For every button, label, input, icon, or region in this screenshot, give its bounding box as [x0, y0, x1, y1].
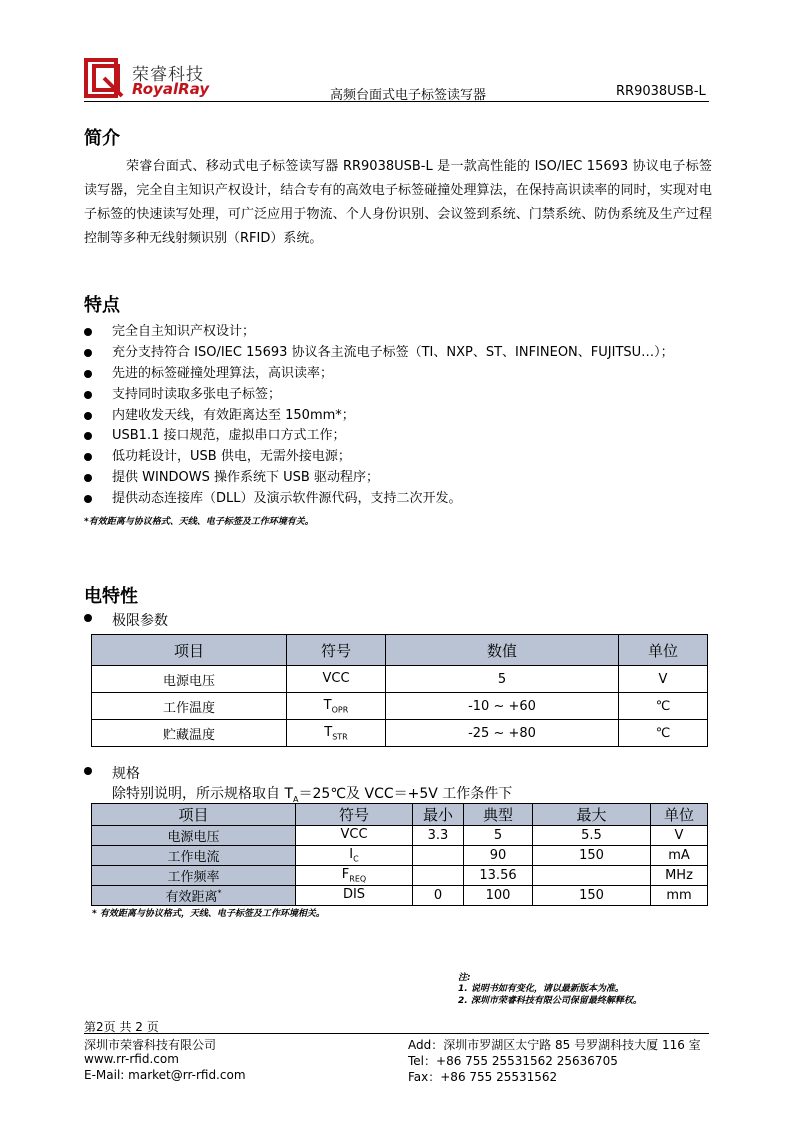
table-header: 典型	[464, 804, 533, 826]
table-header-row	[92, 804, 708, 826]
intro-heading: 简介	[84, 128, 120, 149]
model-number: RR9038USB-L	[616, 84, 706, 99]
table-header-row	[92, 635, 708, 666]
notes-line: 2. 深圳市荣睿科技有限公司保留最终解释权。	[458, 996, 642, 1006]
table-row: 电源电压 VCC 3.3 5 5.5 V	[92, 826, 708, 846]
table-header: 项目	[92, 635, 287, 666]
specs-table	[91, 803, 708, 906]
footer-divider	[84, 1033, 709, 1034]
table-row: 电源电压 VCC 5 V	[92, 666, 708, 693]
bullet-icon	[84, 453, 92, 461]
table-header: 最大	[533, 804, 651, 826]
table-row: 工作频率 $F_{REQ}$ 13.56 MHz	[92, 866, 708, 886]
notes-label: 注:	[458, 973, 471, 983]
bullet-icon	[84, 767, 92, 775]
list-item: 提供动态连接库（DLL）及演示软件源代码，支持二次开发。	[84, 489, 724, 510]
table-header: 数值	[386, 635, 619, 666]
table-row: 工作电流 $I_C$ 90 150 mA	[92, 846, 708, 866]
footer-website[interactable]: www.rr-rfid.com	[84, 1052, 179, 1066]
table-header: 最小	[413, 804, 464, 826]
footer-company: 深圳市荣睿科技有限公司	[84, 1038, 217, 1052]
table-header: 符号	[296, 804, 413, 826]
bullet-icon	[84, 412, 92, 420]
bullet-icon	[84, 495, 92, 503]
specs-label: 规格	[112, 766, 140, 782]
bullet-icon	[84, 614, 92, 622]
list-item: 完全自主知识产权设计；	[84, 322, 724, 343]
list-item: 支持同时读取多张电子标签；	[84, 385, 724, 406]
bullet-icon	[84, 474, 92, 482]
table-header: 单位	[651, 804, 708, 826]
table-row: 贮藏温度 $T_{STR}$ -25 ~ +80 ℃	[92, 720, 708, 747]
specs-condition: 除特别说明，所示规格取自 $T_A=25℃$及 VCC＝+5V 工作条件下	[112, 786, 513, 804]
table-row: 工作温度 $T_{OPR}$ -10 ~ +60 ℃	[92, 693, 708, 720]
company-name-en: RoyalRay	[132, 80, 210, 98]
limits-table	[91, 634, 708, 747]
list-item: 充分支持符合 ISO/IEC 15693 协议各主流电子标签（TI、NXP、ST、INFINEON、FUJITSU…）；	[84, 343, 724, 364]
company-name-cn: 荣睿科技	[132, 65, 204, 85]
company-logo-icon	[84, 58, 124, 98]
list-item: 先进的标签碰撞处理算法，高识读率；	[84, 364, 724, 385]
features-list	[84, 322, 724, 510]
table-header: 项目	[92, 804, 296, 826]
list-item: 内建收发天线，有效距离达至 150mm*；	[84, 406, 724, 427]
list-item: USB1.1 接口规范，虚拟串口方式工作；	[84, 426, 724, 447]
table-header: 单位	[619, 635, 708, 666]
notes-line: 1. 说明书如有变化，请以最新版本为准。	[458, 984, 624, 994]
bullet-icon	[84, 391, 92, 399]
electrical-heading: 电特性	[84, 586, 138, 607]
list-item: 提供 WINDOWS 操作系统下 USB 驱动程序；	[84, 468, 724, 489]
bullet-icon	[84, 349, 92, 357]
footer-email[interactable]: E-Mail: market@rr-rfid.com	[84, 1068, 246, 1082]
header-divider	[84, 101, 709, 102]
footer-fax: Fax：+86 755 25531562	[408, 1070, 558, 1084]
features-footnote: *有效距离与协议格式、天线、电子标签及工作环境有关。	[84, 517, 314, 527]
table-row: 有效距离* DIS 0 100 150 mm	[92, 886, 708, 906]
bullet-icon	[84, 432, 92, 440]
bullet-icon	[84, 328, 92, 336]
document-title: 高频台面式电子标签读写器	[330, 88, 487, 103]
page-number: 第2页 共 2 页	[84, 1020, 159, 1034]
list-item: 低功耗设计，USB 供电，无需外接电源；	[84, 447, 724, 468]
features-heading: 特点	[84, 295, 120, 316]
footer-address: Add：深圳市罗湖区太宁路 85 号罗湖科技大厦 116 室	[408, 1038, 701, 1052]
bullet-icon	[84, 370, 92, 378]
footer-tel: Tel：+86 755 25531562 25636705	[408, 1054, 618, 1068]
specs-footnote: * 有效距离与协议格式，天线、电子标签及工作环境相关。	[92, 909, 325, 919]
intro-paragraph: 荣睿台面式、移动式电子标签读写器 RR9038USB-L 是一款高性能的 ISO/IEC 15693 协议电子标签读写器，完全自主知识产权设计，结合专有的高效电子标签碰撞处理算法，在保持高识读率的同时，实现对电子标签的快速读写处理，可广泛应用于物流、个人身份识别、会议签到系统、门禁系统、防伪系统及生产过程控制等多种无线射频识别（RFID）系统。	[84, 159, 712, 246]
table-header: 符号	[287, 635, 386, 666]
limits-label: 极限参数	[112, 613, 168, 629]
